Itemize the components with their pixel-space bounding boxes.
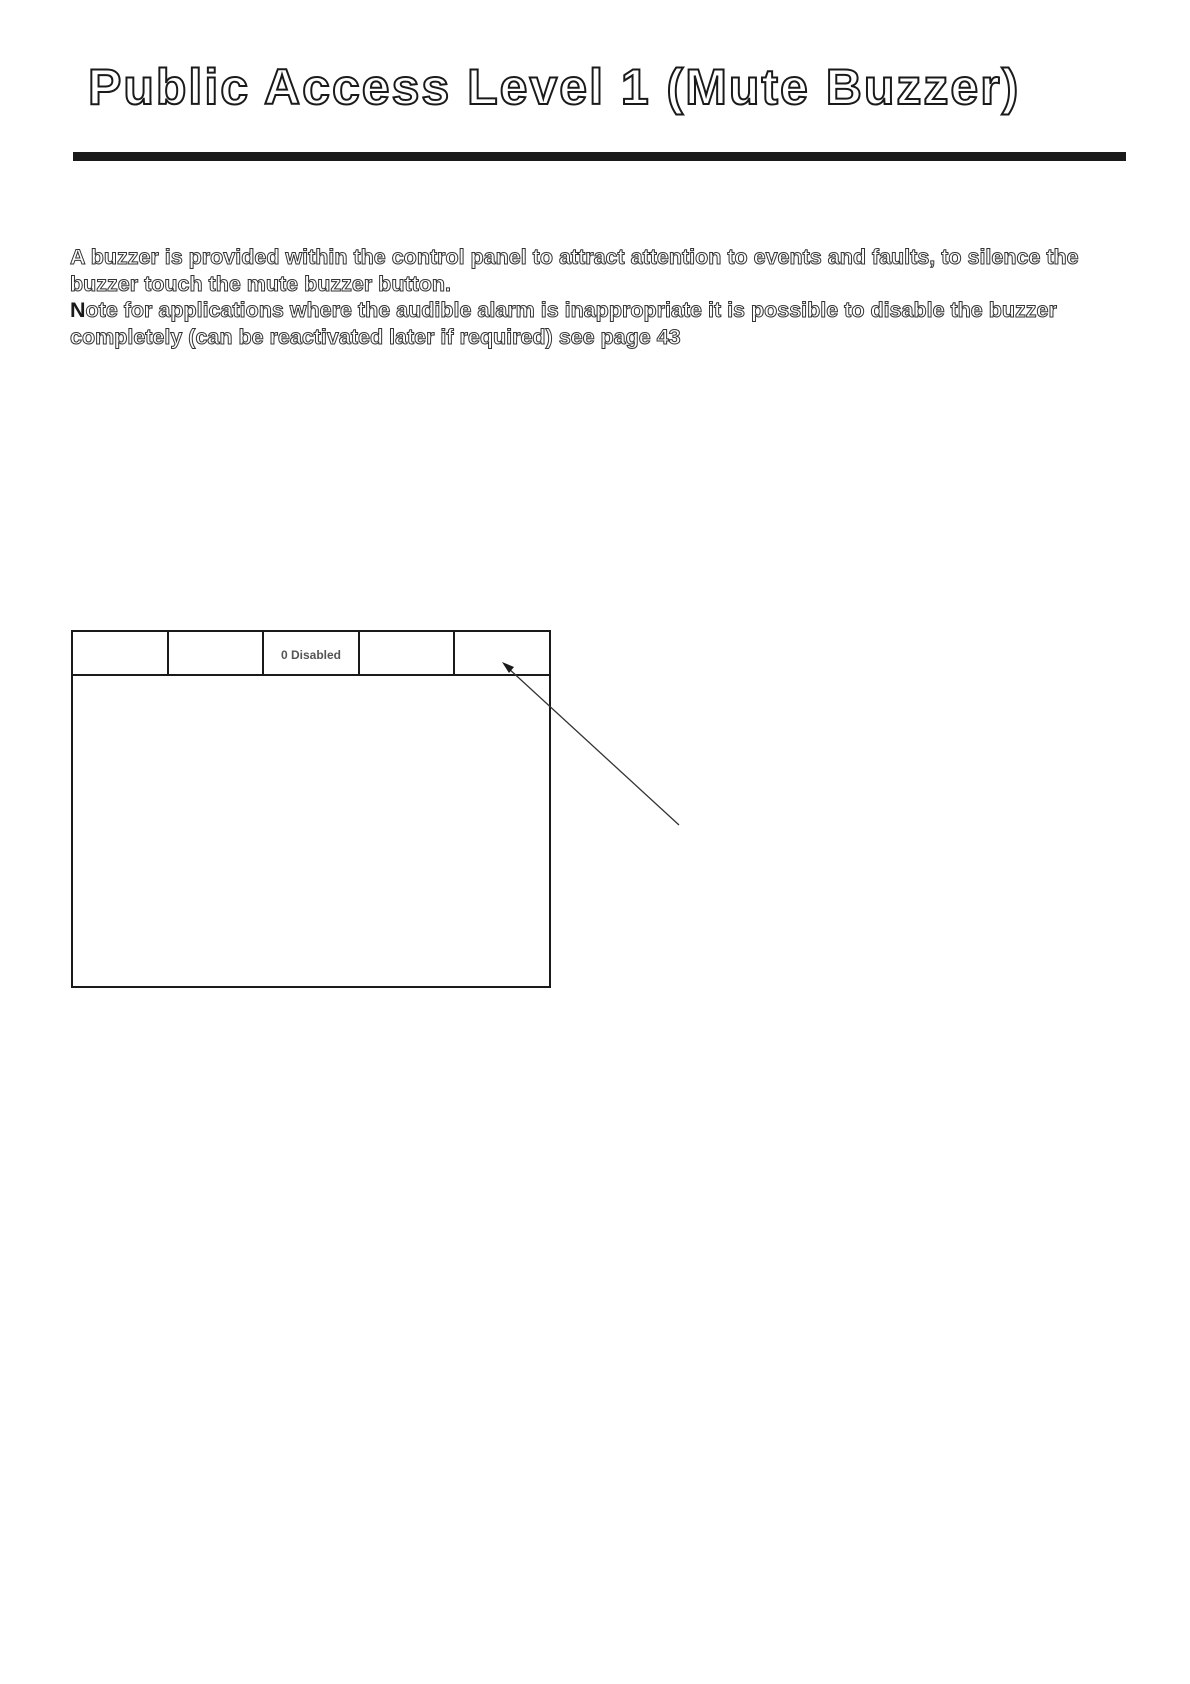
- toolbar-cell-1[interactable]: [73, 632, 169, 674]
- note-paragraph: [70, 297, 1130, 350]
- title-rule: [73, 152, 1126, 161]
- intro-paragraph: A buzzer is provided within the control panel to attract attention to events and faults, to silence the buzzer touch the mute buzzer button.: [70, 245, 1079, 296]
- mute-buzzer-button[interactable]: [455, 632, 549, 674]
- body-text: [70, 244, 1130, 350]
- note-text: ote for applications where the audible alarm is inappropriate it is possible to disable the buzzer completely (can be reactivated later if required) see page 43: [70, 298, 1057, 349]
- disabled-count-cell[interactable]: 0 Disabled: [264, 632, 360, 674]
- toolbar-cell-2[interactable]: [169, 632, 265, 674]
- note-lead-letter: N: [70, 298, 86, 322]
- control-panel-screen-diagram: [71, 630, 551, 988]
- panel-toolbar: [73, 632, 549, 676]
- page-title: Public Access Level 1 (Mute Buzzer): [88, 59, 1021, 115]
- toolbar-cell-4[interactable]: [360, 632, 456, 674]
